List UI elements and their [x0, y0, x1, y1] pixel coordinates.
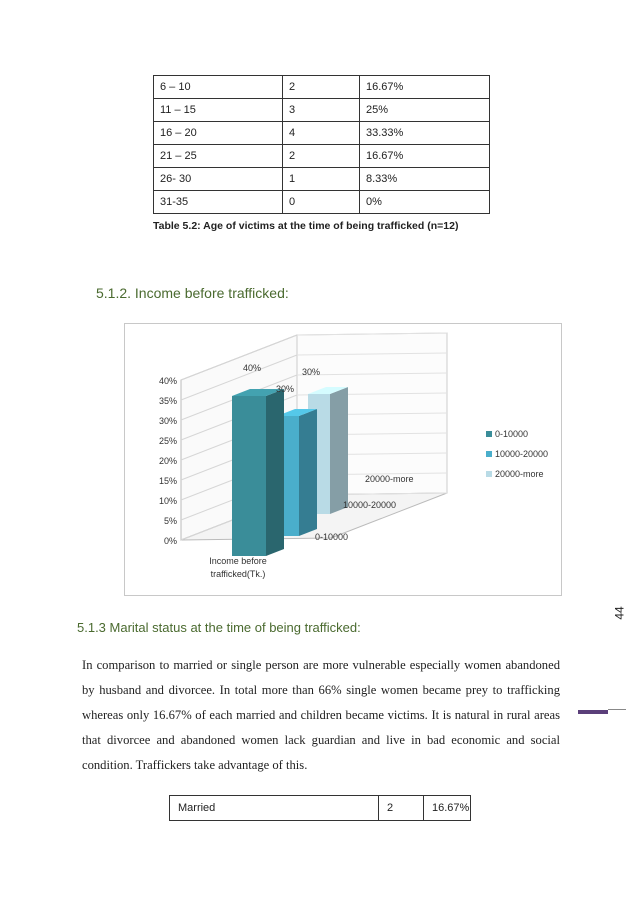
- legend-label: 0-10000: [495, 429, 529, 439]
- table-caption: Table 5.2: Age of victims at the time of being trafficked (n=12): [153, 220, 459, 232]
- age-cell: 6 – 10: [154, 76, 283, 99]
- table-row: [170, 796, 471, 821]
- legend-label: 20000-more: [495, 469, 544, 479]
- income-chart: [124, 323, 562, 596]
- percent-cell: 8.33%: [360, 168, 490, 191]
- x-axis-label-line1: Income before: [209, 556, 267, 566]
- bar-side-10000-20000: [299, 409, 317, 536]
- table-row: [154, 76, 490, 99]
- page-rule: [578, 710, 608, 714]
- table-row: [154, 99, 490, 122]
- count-cell: 3: [283, 99, 360, 122]
- y-tick-label: 0%: [163, 536, 177, 546]
- percent-cell: 25%: [360, 99, 490, 122]
- bar-side-0-10000: [266, 389, 284, 556]
- bar-front-0-10000: [232, 396, 266, 556]
- count-cell: 4: [283, 122, 360, 145]
- count-cell: 0: [283, 191, 360, 214]
- table-row: [154, 168, 490, 191]
- data-label: 30%: [301, 367, 321, 377]
- legend-swatch-20000-more: [486, 471, 492, 477]
- page-number: 44: [612, 606, 627, 620]
- y-tick-label: 10%: [158, 496, 177, 506]
- table-row: [154, 145, 490, 168]
- status-cell: Married: [170, 796, 379, 821]
- data-label: 40%: [242, 363, 262, 373]
- body-paragraph: In comparison to married or single person are more vulnerable especially women abandoned by husband and divorcee. In total more than 66% single women became prey to trafficking whereas only 16.67% of each married and children became victims. It is natural in rural areas that divorcee and abandoned women lack guardian and live in bad economic and social condition. Traffickers take advantage of this.: [82, 658, 560, 772]
- percent-cell: 16.67%: [424, 796, 471, 821]
- count-cell: 1: [283, 168, 360, 191]
- age-cell: 26- 30: [154, 168, 283, 191]
- depth-axis-label: 10000-20000: [343, 500, 397, 510]
- y-tick-label: 30%: [158, 416, 177, 426]
- marital-table: [169, 795, 471, 821]
- y-tick-label: 15%: [158, 476, 177, 486]
- table-row: [154, 191, 490, 214]
- count-cell: 2: [283, 145, 360, 168]
- percent-cell: 16.67%: [360, 76, 490, 99]
- count-cell: 2: [283, 76, 360, 99]
- depth-axis-label: 20000-more: [365, 474, 414, 484]
- percent-cell: 16.67%: [360, 145, 490, 168]
- age-cell: 16 – 20: [154, 122, 283, 145]
- legend-swatch-0-10000: [486, 431, 492, 437]
- page-rule-thin: [608, 709, 626, 710]
- depth-axis-label: 0-10000: [315, 532, 349, 542]
- income-heading: 5.1.2. Income before trafficked:: [96, 285, 289, 301]
- chart-svg: [125, 324, 561, 595]
- age-table: [153, 75, 490, 214]
- count-cell: 2: [379, 796, 424, 821]
- age-cell: 11 – 15: [154, 99, 283, 122]
- legend-label: 10000-20000: [495, 449, 549, 459]
- y-tick-label: 40%: [158, 376, 177, 386]
- x-axis-label-line2: trafficked(Tk.): [210, 569, 266, 579]
- data-label: 30%: [275, 384, 295, 394]
- y-tick-label: 35%: [158, 396, 177, 406]
- legend-swatch-10000-20000: [486, 451, 492, 457]
- age-cell: 21 – 25: [154, 145, 283, 168]
- percent-cell: 33.33%: [360, 122, 490, 145]
- table-row: [154, 122, 490, 145]
- y-tick-label: 5%: [163, 516, 177, 526]
- marital-heading: 5.1.3 Marital status at the time of being trafficked:: [77, 620, 361, 635]
- bar-side-20000-more: [330, 387, 348, 514]
- age-cell: 31-35: [154, 191, 283, 214]
- percent-cell: 0%: [360, 191, 490, 214]
- y-tick-label: 25%: [158, 436, 177, 446]
- y-tick-label: 20%: [158, 456, 177, 466]
